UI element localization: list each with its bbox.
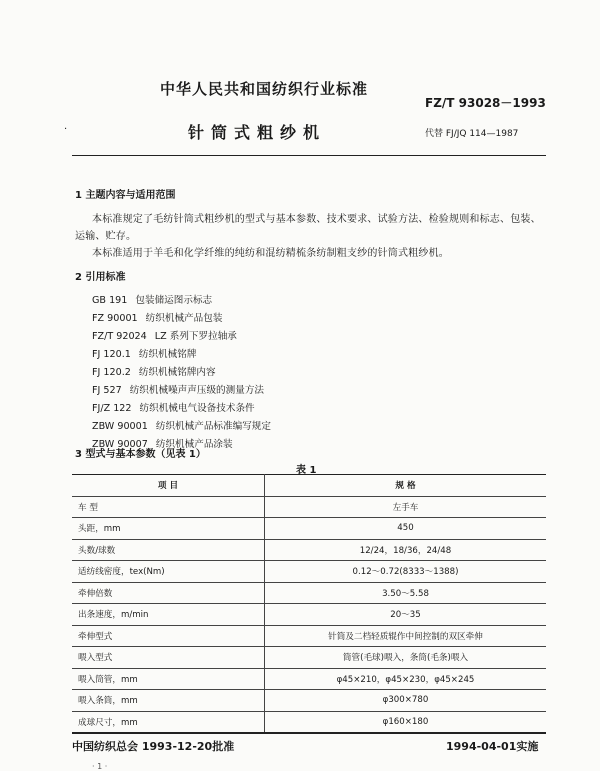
ref-code: GB 191 — [92, 295, 128, 306]
ref-name: 纺织机械产品标准编写规定 — [155, 421, 271, 432]
row-spec: φ300×780 — [265, 690, 547, 712]
section-3-heading: 3 型式与基本参数（见表 1） — [75, 449, 206, 460]
section-1-para1-line2: 运输、贮存。 — [75, 231, 137, 242]
ref-code: FJ 120.1 — [92, 349, 131, 360]
ref-code: FJ 527 — [92, 385, 122, 396]
ref-name: 包装储运图示标志 — [135, 295, 213, 306]
ref-code: FZ/T 92024 — [92, 331, 147, 342]
replaces-note: 代替 FJ/JQ 114—1987 — [425, 129, 519, 139]
spec-table — [72, 474, 546, 733]
bottom-rule — [72, 733, 546, 734]
table-row — [72, 647, 546, 669]
row-spec: φ45×210，φ45×230，φ45×245 — [265, 668, 547, 690]
row-item: 车 型 — [72, 496, 265, 518]
section-1-para1-line1: 本标准规定了毛纺针筒式粗纱机的型式与基本参数、技术要求、试验方法、检验规则和标志、包装、 — [92, 214, 541, 225]
ref-code: FJ/Z 122 — [92, 403, 132, 414]
page-number: · 1 · — [92, 762, 108, 771]
row-spec: φ160×180 — [265, 711, 547, 733]
row-spec: 12/24，18/36，24/48 — [265, 539, 547, 561]
header-item: 项 目 — [72, 475, 265, 497]
table-row — [72, 690, 546, 712]
effective-date: 1994-04-01实施 — [446, 740, 539, 753]
ref-name: 纺织机械铭牌内容 — [138, 367, 216, 378]
row-spec: 3.50～5.58 — [265, 582, 547, 604]
table-row — [72, 539, 546, 561]
row-spec: 左手车 — [265, 496, 547, 518]
standard-number: FZ/T 93028－1993 — [425, 96, 546, 110]
ref-name: 纺织机械产品包装 — [145, 313, 223, 324]
table-row — [72, 625, 546, 647]
row-item: 牵伸型式 — [72, 625, 265, 647]
row-item: 喂入条筒，mm — [72, 690, 265, 712]
section-1-para2: 本标准适用于羊毛和化学纤维的纯纺和混纺精梳条纺制粗支纱的针筒式粗纱机。 — [92, 248, 449, 259]
section-2-heading: 2 引用标准 — [75, 272, 126, 283]
top-rule — [72, 155, 546, 156]
row-item: 出条速度，m/min — [72, 604, 265, 626]
table-row — [72, 604, 546, 626]
table-row — [72, 561, 546, 583]
ref-item — [92, 400, 255, 414]
row-spec: 20～35 — [265, 604, 547, 626]
ref-code: FJ 120.2 — [92, 367, 131, 378]
row-spec: 0.12～0.72(8333～1388) — [265, 561, 547, 583]
ref-item — [92, 328, 237, 342]
table-row — [72, 582, 546, 604]
ref-code: ZBW 90001 — [92, 421, 148, 432]
section-1-heading: 1 主题内容与适用范围 — [75, 190, 176, 201]
ref-item — [92, 346, 196, 360]
row-item: 头数/球数 — [72, 539, 265, 561]
row-spec: 筒管(毛球)喂入，条筒(毛条)喂入 — [265, 647, 547, 669]
table-row — [72, 496, 546, 518]
row-item: 喂入型式 — [72, 647, 265, 669]
table-row — [72, 668, 546, 690]
ref-name: LZ 系列下罗拉轴承 — [154, 331, 237, 342]
document-title: 针筒式粗纱机 — [188, 123, 327, 142]
table-row — [72, 711, 546, 733]
row-item: 牵伸倍数 — [72, 582, 265, 604]
ref-name: 纺织机械产品涂装 — [155, 439, 233, 450]
row-item: 成球尺寸，mm — [72, 711, 265, 733]
ref-item — [92, 382, 264, 396]
ref-name: 纺织机械电气设备技术条件 — [139, 403, 255, 414]
row-spec: 针筒及二档轻质辊作中间控制的双区牵伸 — [265, 625, 547, 647]
bullet-dot: · — [64, 124, 68, 135]
ref-code: ZBW 90007 — [92, 439, 148, 450]
row-item: 头距，mm — [72, 518, 265, 540]
row-item: 适纺线密度，tex(Nm) — [72, 561, 265, 583]
header-spec: 规 格 — [265, 475, 547, 497]
table-row — [72, 518, 546, 540]
ref-item — [92, 310, 222, 324]
ref-item — [92, 364, 216, 378]
row-item: 喂入筒管，mm — [72, 668, 265, 690]
approval-date: 中国纺织总会 1993-12-20批准 — [72, 740, 235, 753]
ref-name: 纺织机械铭牌 — [138, 349, 197, 360]
ref-item — [92, 292, 212, 306]
table-header-row — [72, 475, 546, 497]
issuer-title: 中华人民共和国纺织行业标准 — [160, 80, 369, 98]
ref-code: FZ 90001 — [92, 313, 138, 324]
row-spec: 450 — [265, 518, 547, 540]
ref-item — [92, 418, 271, 432]
ref-name: 纺织机械噪声声压级的测量方法 — [129, 385, 265, 396]
table-caption: 表 1 — [296, 465, 317, 476]
